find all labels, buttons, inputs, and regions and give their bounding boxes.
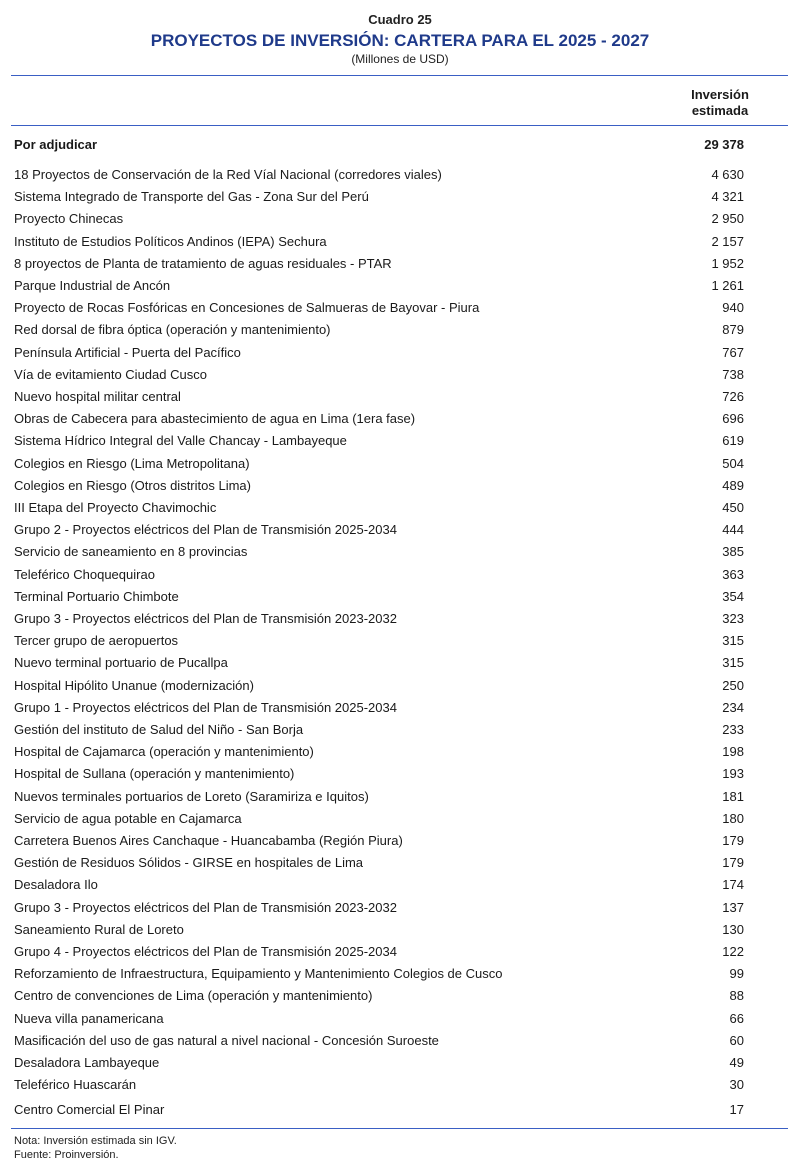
project-name: Desaladora Ilo	[14, 877, 98, 893]
table-row	[14, 564, 744, 586]
investment-value: 17	[729, 1102, 744, 1118]
investment-value: 60	[729, 1032, 744, 1048]
column-header	[660, 87, 780, 119]
table-row	[14, 364, 744, 386]
table-row	[14, 319, 744, 341]
total-label: Por adjudicar	[14, 137, 98, 152]
project-name: Instituto de Estudios Políticos Andinos (IEPA) Sechura	[14, 233, 327, 249]
table-row	[14, 208, 744, 230]
project-name: Grupo 4 - Proyectos eléctricos del Plan de Transmisión 2025-2034	[14, 944, 397, 959]
table-row	[14, 630, 744, 652]
project-name: Servicio de saneamiento en 8 provincias	[14, 544, 248, 560]
project-name: Grupo 3 - Proyectos eléctricos del Plan de Transmisión 2023-2032	[14, 611, 397, 626]
table-row	[14, 453, 744, 475]
table-row	[14, 497, 744, 519]
bottom-rule	[11, 1128, 788, 1129]
table-row	[14, 874, 744, 896]
project-name: Tercer grupo de aeropuertos	[14, 633, 179, 649]
investment-value: 726	[722, 389, 744, 404]
investment-value: 489	[722, 477, 744, 493]
project-name: Desaladora Lambayeque	[14, 1055, 160, 1070]
total-row	[14, 134, 744, 156]
investment-value: 879	[722, 322, 744, 338]
project-name: Grupo 1 - Proyectos eléctricos del Plan de Transmisión 2025-2034	[14, 699, 397, 715]
investment-value: 174	[722, 877, 744, 893]
project-name: Nuevo terminal portuario de Pucallpa	[14, 655, 228, 671]
investment-value: 2 950	[711, 211, 744, 227]
investment-value: 323	[722, 611, 744, 626]
table-row	[14, 675, 744, 697]
project-name: Gestión de Residuos Sólidos - GIRSE en hospitales de Lima	[14, 855, 364, 871]
project-name: Sistema Integrado de Transporte del Gas - Zona Sur del Perú	[14, 189, 369, 205]
units-subtitle: (Millones de USD)	[351, 52, 449, 66]
project-name: Obras de Cabecera para abastecimiento de agua en Lima (1era fase)	[14, 411, 416, 427]
footnotes	[14, 1134, 177, 1162]
project-name: Servicio de agua potable en Cajamarca	[14, 810, 242, 826]
table-number: Cuadro 25	[368, 12, 432, 27]
project-name: Reforzamiento de Infraestructura, Equipamiento y Mantenimiento Colegios de Cusco	[14, 966, 503, 982]
table-row	[14, 275, 744, 297]
project-name: Nuevo hospital militar central	[14, 389, 181, 404]
project-name: Colegios en Riesgo (Lima Metropolitana)	[14, 455, 250, 471]
column-header-line2: estimada	[691, 103, 749, 118]
page-title: PROYECTOS DE INVERSIÓN: CARTERA PARA EL 2025 - 2027	[150, 31, 650, 50]
note-text: Nota: Inversión estimada sin IGV.	[14, 1135, 177, 1147]
project-name: Centro de convenciones de Lima (operación y mantenimiento)	[14, 988, 373, 1004]
table-row	[14, 741, 744, 763]
investment-value: 49	[729, 1055, 744, 1070]
table-row	[14, 985, 744, 1007]
table-row	[14, 608, 744, 630]
investment-value: 250	[722, 677, 744, 693]
project-name: Grupo 3 - Proyectos eléctricos del Plan de Transmisión 2023-2032	[14, 899, 397, 915]
table-row	[14, 430, 744, 452]
table-row	[14, 808, 744, 830]
table-row	[14, 1008, 744, 1030]
investment-value: 696	[722, 411, 744, 427]
table-row	[14, 342, 744, 364]
table-row	[14, 1052, 744, 1074]
project-name: Nuevos terminales portuarios de Loreto (Saramiriza e Iquitos)	[14, 788, 369, 804]
investment-value: 193	[722, 766, 744, 782]
investment-value: 88	[729, 988, 744, 1004]
investment-value: 619	[722, 433, 744, 449]
table-header	[0, 12, 800, 66]
project-name: Hospital Hipólito Unanue (modernización)	[14, 677, 254, 693]
investment-value: 181	[722, 788, 744, 804]
project-name: Parque Industrial de Ancón	[14, 278, 171, 293]
investment-value: 180	[722, 810, 744, 826]
project-name: 18 Proyectos de Conservación de la Red Víal Nacional (corredores viales)	[14, 167, 442, 182]
project-name: Hospital de Cajamarca (operación y mantenimiento)	[14, 744, 314, 760]
table-row	[14, 231, 744, 253]
table-row	[14, 541, 744, 563]
table-row	[14, 697, 744, 719]
project-name: Carretera Buenos Aires Canchaque - Huancabamba (Región Piura)	[14, 833, 403, 848]
project-name: Hospital de Sullana (operación y mantenimiento)	[14, 766, 295, 782]
investment-value: 99	[729, 966, 744, 982]
table-row	[14, 186, 744, 208]
project-name: Vía de evitamiento Ciudad Cusco	[14, 366, 207, 382]
investment-value: 30	[729, 1077, 744, 1093]
table-row	[14, 919, 744, 941]
investment-value: 315	[722, 655, 744, 671]
table-row	[14, 1099, 744, 1121]
investment-value: 130	[722, 921, 744, 937]
project-name: 8 proyectos de Planta de tratamiento de aguas residuales - PTAR	[14, 255, 392, 271]
column-header-line1: Inversión	[691, 87, 749, 102]
table-row	[14, 786, 744, 808]
table-row	[14, 475, 744, 497]
project-name: Terminal Portuario Chimbote	[14, 588, 179, 604]
table-row	[14, 1074, 744, 1096]
table-row	[14, 519, 744, 541]
table-row	[14, 297, 744, 319]
project-name: Masificación del uso de gas natural a nivel nacional - Concesión Suroeste	[14, 1032, 439, 1048]
table-row	[14, 719, 744, 741]
project-name: Nueva villa panamericana	[14, 1010, 164, 1026]
investment-value: 363	[722, 566, 744, 582]
table-row	[14, 1030, 744, 1052]
investment-value: 1 261	[711, 278, 744, 293]
investment-value: 198	[722, 744, 744, 760]
investment-value: 444	[722, 522, 744, 538]
investment-value: 315	[722, 633, 744, 649]
table-row	[14, 164, 744, 186]
project-name: Teleférico Choquequirao	[14, 566, 155, 582]
table-row	[14, 830, 744, 852]
investment-value: 4 630	[711, 167, 744, 182]
investment-value: 66	[729, 1010, 744, 1026]
project-name: Teleférico Huascarán	[14, 1077, 137, 1093]
table-row	[14, 941, 744, 963]
table-row	[14, 253, 744, 275]
table-row	[14, 763, 744, 785]
investment-value: 233	[722, 722, 744, 737]
project-name: Proyecto Chinecas	[14, 211, 124, 227]
project-name: Colegios en Riesgo (Otros distritos Lima)	[14, 477, 251, 493]
investment-value: 179	[722, 833, 744, 848]
project-name: Gestión del instituto de Salud del Niño - San Borja	[14, 722, 304, 737]
investment-value: 179	[722, 855, 744, 871]
table-row	[14, 963, 744, 985]
project-name: Grupo 2 - Proyectos eléctricos del Plan de Transmisión 2025-2034	[14, 522, 397, 538]
header-rule	[11, 125, 788, 126]
investment-value: 4 321	[711, 189, 744, 205]
table-row	[14, 897, 744, 919]
table-row	[14, 852, 744, 874]
project-name: Saneamiento Rural de Loreto	[14, 921, 184, 937]
table-row	[14, 408, 744, 430]
table-row	[14, 386, 744, 408]
investment-value: 1 952	[711, 255, 744, 271]
investment-value: 234	[722, 699, 744, 715]
project-name: Sistema Hídrico Integral del Valle Chancay - Lambayeque	[14, 433, 347, 449]
table-row	[14, 586, 744, 608]
project-name: Red dorsal de fibra óptica (operación y mantenimiento)	[14, 322, 331, 338]
investment-value: 504	[722, 455, 744, 471]
total-value: 29 378	[704, 137, 744, 152]
project-name: Proyecto de Rocas Fosfóricas en Concesiones de Salmueras de Bayovar - Piura	[14, 300, 480, 316]
investment-value: 940	[722, 300, 744, 316]
table-row	[14, 652, 744, 674]
source-text: Fuente: Proinversión.	[14, 1149, 119, 1161]
project-name: Centro Comercial El Pinar	[14, 1102, 165, 1118]
project-name: Península Artificial - Puerta del Pacífico	[14, 344, 241, 360]
top-rule	[11, 75, 788, 76]
project-name: III Etapa del Proyecto Chavimochic	[14, 500, 217, 515]
investment-value: 767	[722, 344, 744, 360]
investment-value: 137	[722, 899, 744, 915]
investment-value: 738	[722, 366, 744, 382]
investment-value: 385	[722, 544, 744, 560]
investment-value: 354	[722, 588, 744, 604]
investment-value: 450	[722, 500, 744, 515]
investment-value: 122	[722, 944, 744, 959]
investment-value: 2 157	[711, 233, 744, 249]
